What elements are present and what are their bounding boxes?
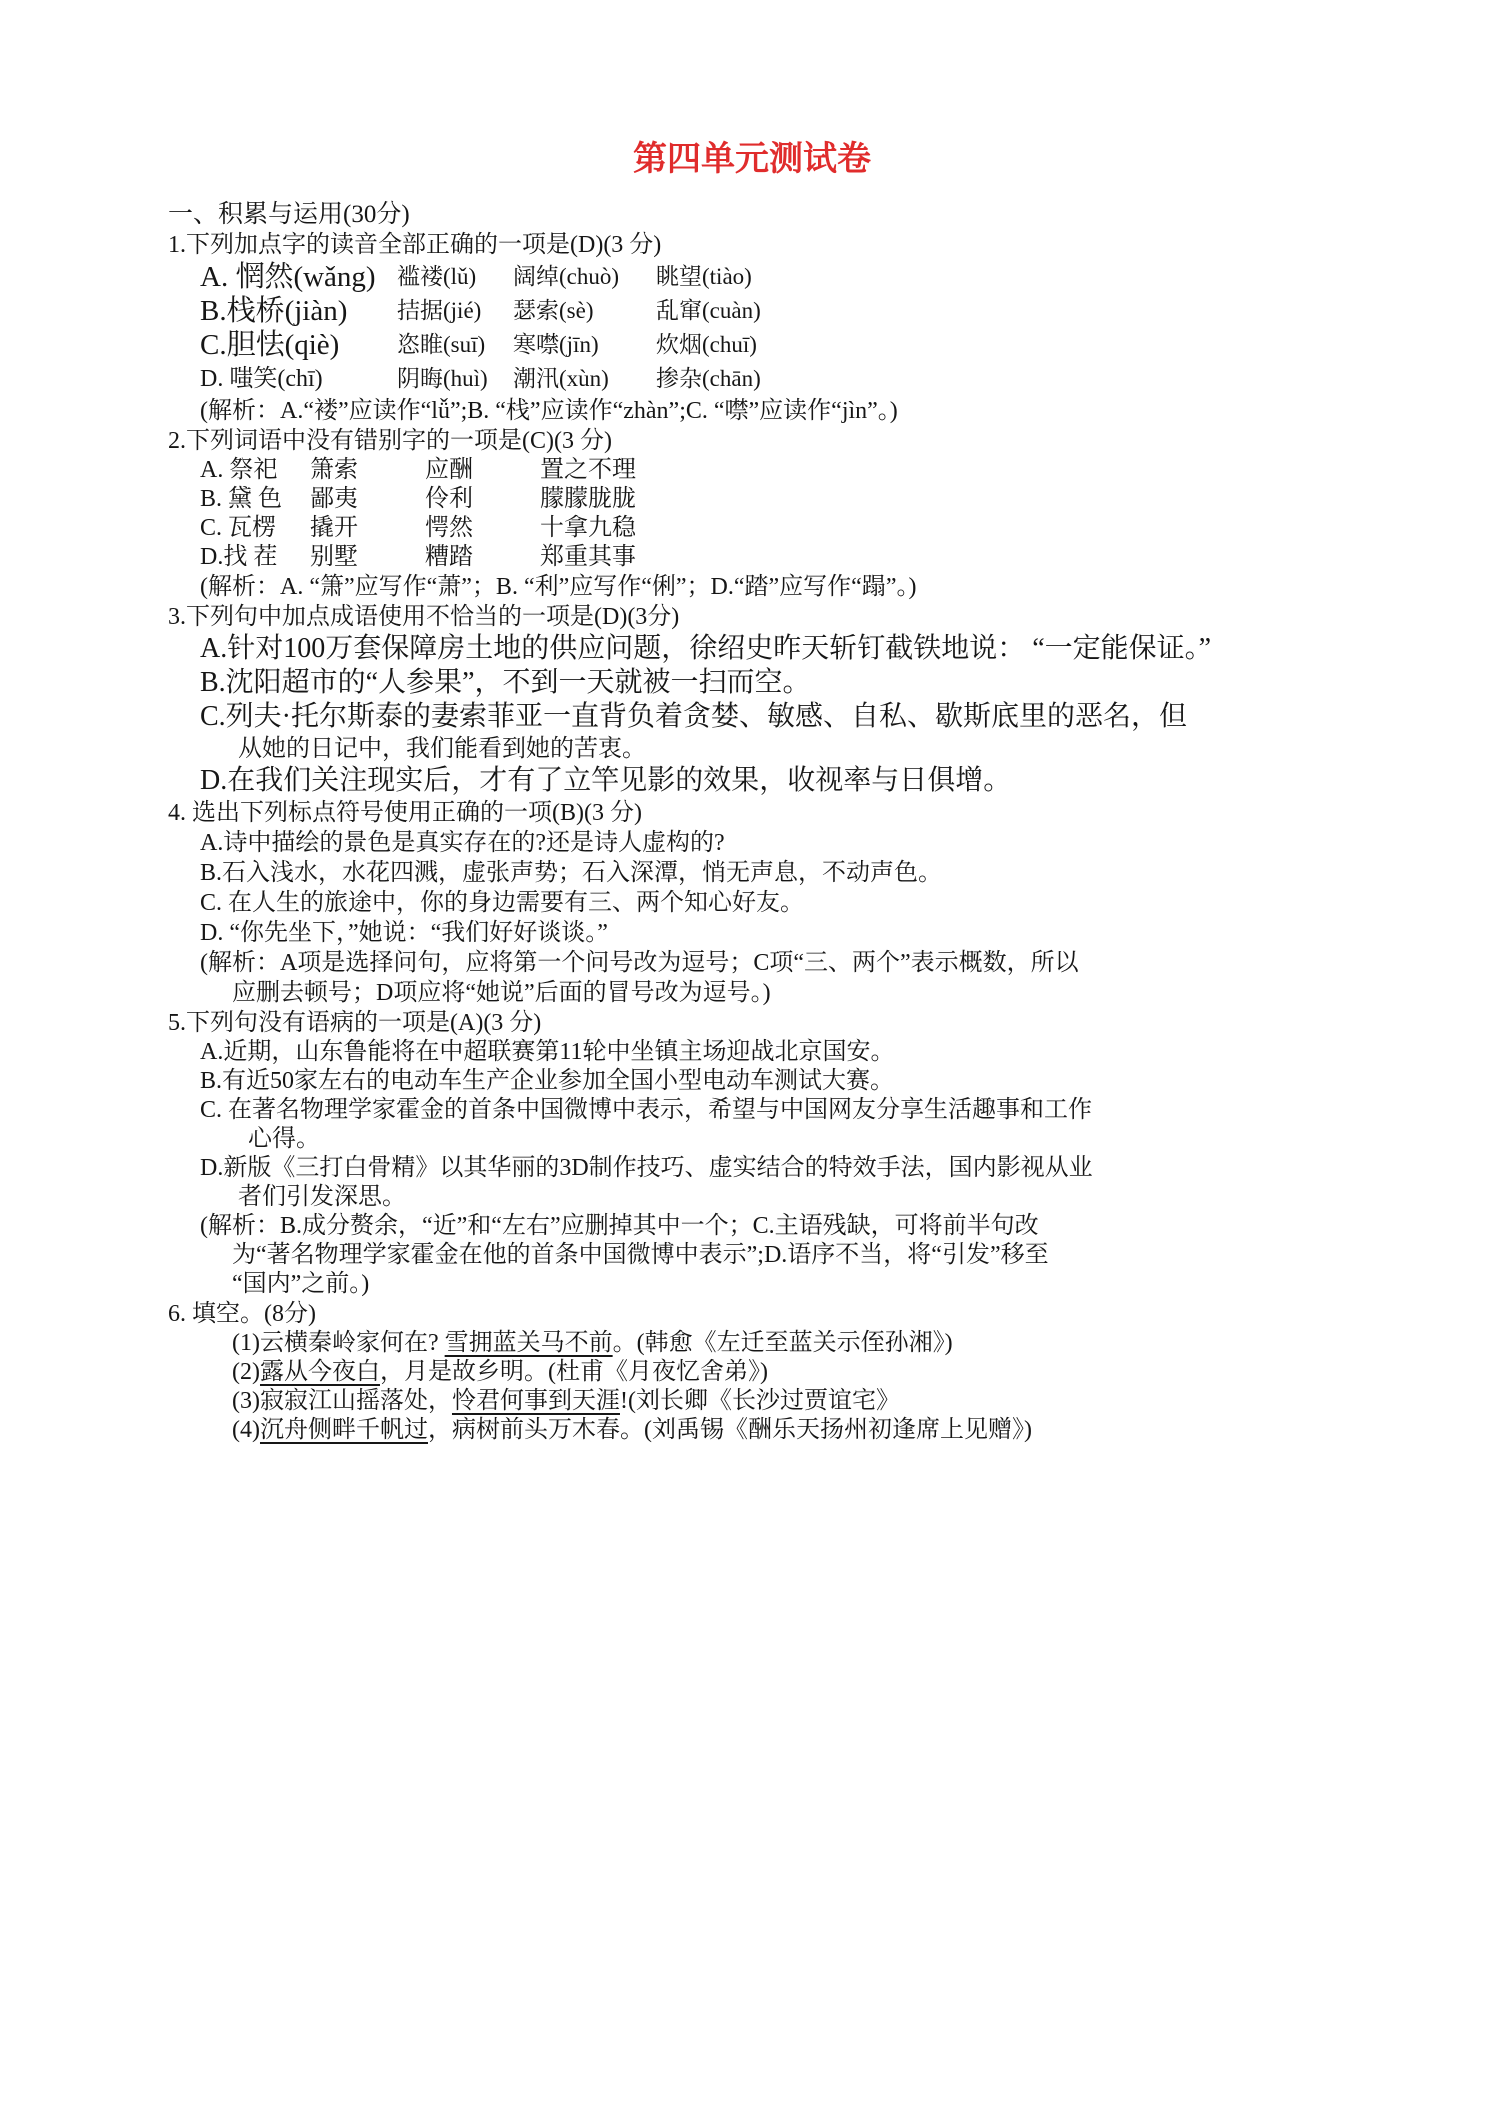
q6-item-1-post: 。(韩愈《左迁至蓝关示侄孙湘》): [612, 1330, 953, 1356]
q1-option-b: B.栈桥(jiàn): [200, 295, 348, 327]
q2-cell-b-4: 朦朦胧胧: [540, 486, 636, 512]
q1-cell-c-2: 恣睢(suī): [397, 332, 486, 357]
q1-cell-d-3: 潮汛(xùn): [513, 366, 609, 391]
q2-cell-d-3: 糟踏: [425, 544, 473, 570]
q2-option-d: D.找 茬: [200, 544, 278, 570]
q1-cell-c-4: 炊烟(chuī): [656, 332, 757, 357]
q3-option-b: B.沈阳超市的“人参果”，不到一天就被一扫而空。: [200, 667, 811, 698]
section-header: 一、积累与运用(30分): [168, 201, 410, 228]
page-title: 第四单元测试卷: [633, 141, 871, 178]
q1-cell-d-4: 掺杂(chān): [656, 366, 761, 391]
q6-item-3-post: !(刘长卿《长沙过贾谊宅》: [619, 1388, 900, 1414]
q3-option-c-cont: 从她的日记中，我们能看到她的苦衷。: [238, 736, 646, 762]
q2-cell-c-4: 十拿九稳: [540, 515, 636, 541]
q6-item-4-answer: 沉舟侧畔千帆过: [259, 1417, 428, 1443]
q2-cell-c-3: 愕然: [425, 515, 473, 541]
q6-item-4-post: ，病树前头万木春。(刘禹锡《酬乐天扬州初逢席上见赠》): [427, 1417, 1032, 1443]
q1-cell-b-3: 瑟索(sè): [513, 298, 594, 323]
q6-item-3-pre: (3)寂寂江山摇落处，: [232, 1388, 452, 1414]
q3-option-a: A.针对100万套保障房土地的供应问题，徐绍史昨天斩钉截铁地说： “一定能保证。”: [200, 633, 1212, 664]
q4-option-b: B.石入浅水，水花四溅，虚张声势；石入深潭，悄无声息，不动声色。: [200, 860, 943, 886]
q1-cell-c-3: 寒噤(jīn): [513, 332, 599, 357]
q1-options-grid: [168, 260, 1336, 396]
q1-option-d: D. 嗤笑(chī): [200, 366, 323, 392]
q4-option-a: A.诗中描绘的景色是真实存在的?还是诗人虚构的?: [200, 830, 725, 856]
q6-item-1-answer: 雪拥蓝关马不前: [444, 1330, 613, 1356]
q6-item-2: [168, 1358, 1336, 1387]
q4-analysis-line2: 应删去顿号；D项应将“她说”后面的冒号改为逗号。): [232, 980, 771, 1006]
q2-options-grid: [168, 456, 1336, 572]
q2-cell-d-4: 郑重其事: [540, 544, 636, 570]
q1-analysis: (解析：A.“褛”应读作“lǚ”;B. “栈”应读作“zhàn”;C. “噤”应读作“jìn”。): [200, 398, 898, 424]
q2-stem: 2.下列词语中没有错别字的一项是(C)(3 分): [168, 428, 612, 454]
q2-option-b: B. 黛 色: [200, 486, 283, 512]
q5-analysis-line3: “国内”之前。): [232, 1271, 370, 1297]
q3-stem: 3.下列句中加点成语使用不恰当的一项是(D)(3分): [168, 604, 680, 630]
q6-stem: 6. 填空。(8分): [168, 1301, 316, 1327]
q3-option-d: D.在我们关注现实后，才有了立竿见影的效果，收视率与日俱增。: [200, 765, 1012, 796]
q2-cell-b-2: 鄙夷: [310, 486, 358, 512]
q6-item-3-answer: 怜君何事到天涯: [451, 1388, 620, 1414]
q2-cell-d-2: 别墅: [310, 544, 358, 570]
q5-option-d: D.新版《三打白骨精》以其华丽的3D制作技巧、虚实结合的特效手法，国内影视从业: [200, 1155, 1093, 1181]
q6-item-4-pre: (4): [232, 1417, 260, 1443]
q5-option-c-cont: 心得。: [248, 1126, 320, 1152]
q6-item-1-pre: (1)云横秦岭家何在?: [232, 1330, 445, 1356]
q5-option-d-cont: 者们引发深思。: [238, 1184, 406, 1210]
q1-stem: 1.下列加点字的读音全部正确的一项是(D)(3 分): [168, 232, 662, 258]
q6-item-1: [168, 1329, 1336, 1358]
paper-content: [168, 138, 1336, 1445]
q6-item-4: [168, 1416, 1336, 1445]
q1-option-c: C.胆怯(qiè): [200, 329, 340, 361]
q2-cell-b-3: 伶利: [425, 486, 473, 512]
q6-item-2-post: ，月是故乡明。(杜甫《月夜忆舍弟》): [379, 1359, 768, 1385]
q1-cell-d-2: 阴晦(huì): [397, 366, 488, 391]
q2-cell-a-3: 应酬: [425, 457, 473, 483]
q4-analysis-line1: (解析：A项是选择问句，应将第一个问号改为逗号；C项“三、两个”表示概数，所以: [200, 950, 1079, 976]
q6-item-3: [168, 1387, 1336, 1416]
q2-analysis: (解析：A. “箫”应写作“萧”；B. “利”应写作“俐”；D.“踏”应写作“蹋”。): [200, 574, 917, 600]
q2-cell-a-4: 置之不理: [540, 457, 636, 483]
q1-cell-a-4: 眺望(tiào): [656, 264, 752, 289]
q2-option-a: A. 祭祀: [200, 457, 278, 483]
q2-cell-a-2: 箫索: [310, 457, 358, 483]
q6-item-2-pre: (2): [232, 1359, 260, 1385]
q4-stem: 4. 选出下列标点符号使用正确的一项(B)(3 分): [168, 800, 642, 826]
q5-stem: 5.下列句没有语病的一项是(A)(3 分): [168, 1010, 542, 1036]
q4-option-c: C. 在人生的旅途中，你的身边需要有三、两个知心好友。: [200, 890, 805, 916]
q1-cell-b-2: 拮据(jié): [397, 298, 482, 323]
q1-cell-b-4: 乱窜(cuàn): [656, 298, 761, 323]
q2-option-c: C. 瓦楞: [200, 515, 277, 541]
q1-option-a: A. 惘然(wǎng): [200, 261, 376, 293]
q2-cell-c-2: 撬开: [310, 515, 358, 541]
q5-option-a: A.近期，山东鲁能将在中超联赛第11轮中坐镇主场迎战北京国安。: [200, 1039, 895, 1065]
q5-option-c: C. 在著名物理学家霍金的首条中国微博中表示，希望与中国网友分享生活趣事和工作: [200, 1097, 1093, 1123]
q5-option-b: B.有近50家左右的电动车生产企业参加全国小型电动车测试大赛。: [200, 1068, 895, 1094]
q5-analysis-line1: (解析：B.成分赘余，“近”和“左右”应删掉其中一个；C.主语残缺，可将前半句改: [200, 1213, 1039, 1239]
q4-option-d: D. “你先坐下，”她说：“我们好好谈谈。”: [200, 920, 608, 946]
q1-cell-a-2: 褴褛(lǔ): [397, 264, 477, 289]
q3-option-c: C.列夫·托尔斯泰的妻索菲亚一直背负着贪婪、敏感、自私、歇斯底里的恶名，但: [200, 701, 1188, 732]
q6-item-2-answer: 露从今夜白: [259, 1359, 380, 1385]
q5-analysis-line2: 为“著名物理学家霍金在他的首条中国微博中表示”;D.语序不当，将“引发”移至: [232, 1242, 1049, 1268]
q1-cell-a-3: 阔绰(chuò): [513, 264, 620, 289]
